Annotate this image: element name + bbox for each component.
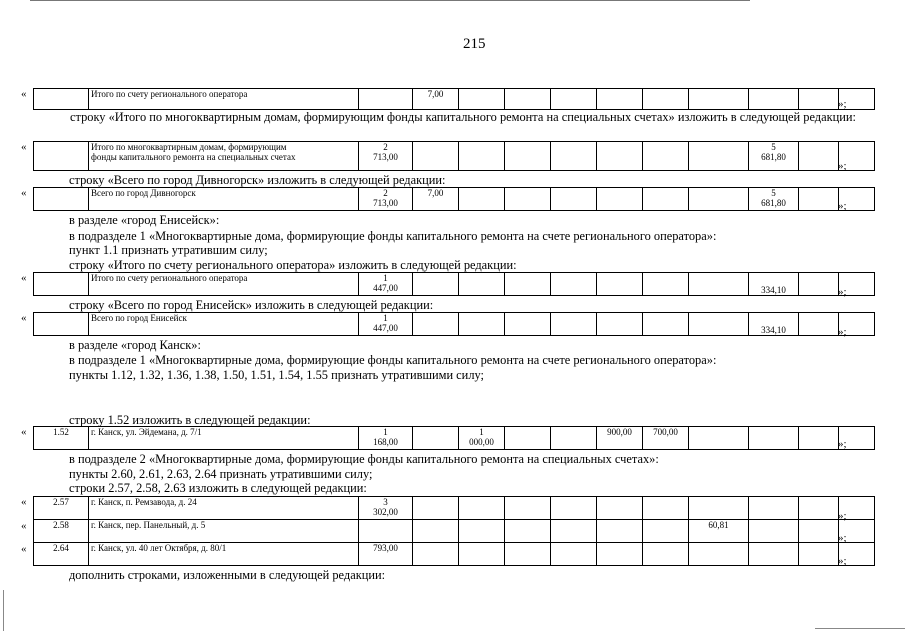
paragraph: строки 2.57, 2.58, 2.63 изложить в следующей редакции: xyxy=(69,481,367,495)
cell-value xyxy=(359,427,413,450)
open-quote: « xyxy=(21,426,27,438)
table-row xyxy=(34,497,875,520)
row-name: Итого по счету регионального оператора xyxy=(89,89,359,110)
cell-line: 713,00 xyxy=(373,198,398,208)
top-border-line xyxy=(30,0,750,1)
paragraph: в подразделе 2 «Многоквартирные дома, формирующие фонды капитального ремонта на специальных счетах»: xyxy=(69,452,659,466)
table-row xyxy=(33,141,875,171)
cell-value xyxy=(359,142,413,171)
open-quote: « xyxy=(21,141,27,153)
left-edge-line xyxy=(3,590,4,631)
cell-value: 60,81 xyxy=(689,520,749,543)
paragraph: пункты 1.12, 1.32, 1.36, 1.38, 1.50, 1.51, 1.54, 1.55 признать утратившими силу; xyxy=(69,368,484,382)
open-quote: « xyxy=(21,187,27,199)
table-row xyxy=(33,272,875,296)
cell-line: 2 xyxy=(383,142,388,152)
cell-value xyxy=(459,427,505,450)
row-number: 1.52 xyxy=(34,427,89,450)
cell-line: 5 xyxy=(771,188,776,198)
cell-value xyxy=(359,89,413,110)
paragraph: строку «Итого по счету регионального оператора» изложить в следующей редакции: xyxy=(69,258,517,272)
table-row xyxy=(33,312,875,336)
cell-value: 7,00 xyxy=(413,188,459,211)
cell-value xyxy=(749,142,799,171)
paragraph: строку «Всего по город Енисейск» изложить в следующей редакции: xyxy=(69,298,434,312)
row-number: 2.58 xyxy=(34,520,89,543)
close-quote: »; xyxy=(838,532,847,544)
paragraph: пункт 1.1 признать утратившим силу; xyxy=(69,243,268,257)
paragraph: строку «Всего по город Дивногорск» изложить в следующей редакции: xyxy=(69,173,446,187)
cell-line: 168,00 xyxy=(373,437,398,447)
cell-line: 681,80 xyxy=(761,152,786,162)
cell-value xyxy=(359,273,413,296)
bottom-edge-line xyxy=(815,628,905,629)
table-row xyxy=(33,187,875,211)
cell-line: 1 xyxy=(383,273,388,283)
page-number: 215 xyxy=(463,36,486,52)
cell-line: 000,00 xyxy=(469,437,494,447)
cell-line: 447,00 xyxy=(373,323,398,333)
paragraph: строку 1.52 изложить в следующей редакции: xyxy=(69,413,311,427)
row-name: г. Канск, ул. Эйдемана, д. 7/1 xyxy=(89,427,359,450)
table-row xyxy=(34,543,875,566)
cell-line: 2 xyxy=(383,188,388,198)
cell-value xyxy=(359,497,413,520)
table-row xyxy=(33,426,875,450)
paragraph: строку «Итого по многоквартирным домам, формирующим фонды капитального ремонта на специальных счетах» изложить в следующей редакции: xyxy=(70,110,856,124)
close-quote: »; xyxy=(838,510,847,522)
close-quote: »; xyxy=(838,98,847,110)
cell-value: 7,00 xyxy=(413,89,459,110)
open-quote: « xyxy=(21,272,27,284)
paragraph: дополнить строками, изложенными в следующей редакции: xyxy=(69,568,386,582)
close-quote: »; xyxy=(838,326,847,338)
cell-line: 5 xyxy=(771,142,776,152)
close-quote: »; xyxy=(838,555,847,567)
open-quote: « xyxy=(21,543,27,555)
table-row xyxy=(33,88,875,110)
close-quote: »; xyxy=(838,438,847,450)
cell-value xyxy=(359,313,413,336)
row-name: Итого по счету регионального оператора xyxy=(89,273,359,296)
cell-value: 334,10 xyxy=(749,273,799,296)
cell-line: 1 xyxy=(479,427,484,437)
cell-line: 1 xyxy=(383,313,388,323)
cell-line: 447,00 xyxy=(373,283,398,293)
open-quote: « xyxy=(21,520,27,532)
row-name: г. Канск, п. Ремзавода, д. 24 xyxy=(89,497,359,520)
table-row xyxy=(34,520,875,543)
cell-value: 793,00 xyxy=(359,543,413,566)
row-name: Всего по город Дивногорск xyxy=(89,188,359,211)
row-number: 2.57 xyxy=(34,497,89,520)
paragraph: пункты 2.60, 2.61, 2.63, 2.64 признать утратившими силу; xyxy=(69,467,373,481)
cell-line: 1 xyxy=(383,427,388,437)
close-quote: »; xyxy=(838,286,847,298)
row-name-line: Итого по многоквартирным домам, формирующим xyxy=(91,142,287,152)
paragraph: в разделе «город Енисейск»: xyxy=(69,213,220,227)
row-name: г. Канск, пер. Панельный, д. 5 xyxy=(89,520,359,543)
row-number: 2.64 xyxy=(34,543,89,566)
row-name: Всего по город Енисейск xyxy=(89,313,359,336)
open-quote: « xyxy=(21,496,27,508)
cell-value: 900,00 xyxy=(597,427,643,450)
paragraph: в подразделе 1 «Многоквартирные дома, формирующие фонды капитального ремонта на счете регионального оператора»: xyxy=(69,353,717,367)
row-name: г. Канск, ул. 40 лет Октября, д. 80/1 xyxy=(89,543,359,566)
cell-line: 302,00 xyxy=(373,507,398,517)
row-name xyxy=(89,142,359,171)
open-quote: « xyxy=(21,88,27,100)
cell-line: 713,00 xyxy=(373,152,398,162)
cell-value xyxy=(749,188,799,211)
cell-line: 681,80 xyxy=(761,198,786,208)
paragraph: в разделе «город Канск»: xyxy=(69,338,201,352)
cell-value: 334,10 xyxy=(749,313,799,336)
row-number xyxy=(34,89,89,110)
cell-line: 3 xyxy=(383,497,388,507)
cell-value xyxy=(359,188,413,211)
open-quote: « xyxy=(21,312,27,324)
close-quote: »; xyxy=(838,160,847,172)
table-block xyxy=(33,496,875,566)
close-quote: »; xyxy=(838,200,847,212)
row-name-line: фонды капитального ремонта на специальных счетах xyxy=(91,152,296,162)
cell-value: 700,00 xyxy=(643,427,689,450)
paragraph: в подразделе 1 «Многоквартирные дома, формирующие фонды капитального ремонта на счете регионального оператора»: xyxy=(69,229,717,243)
